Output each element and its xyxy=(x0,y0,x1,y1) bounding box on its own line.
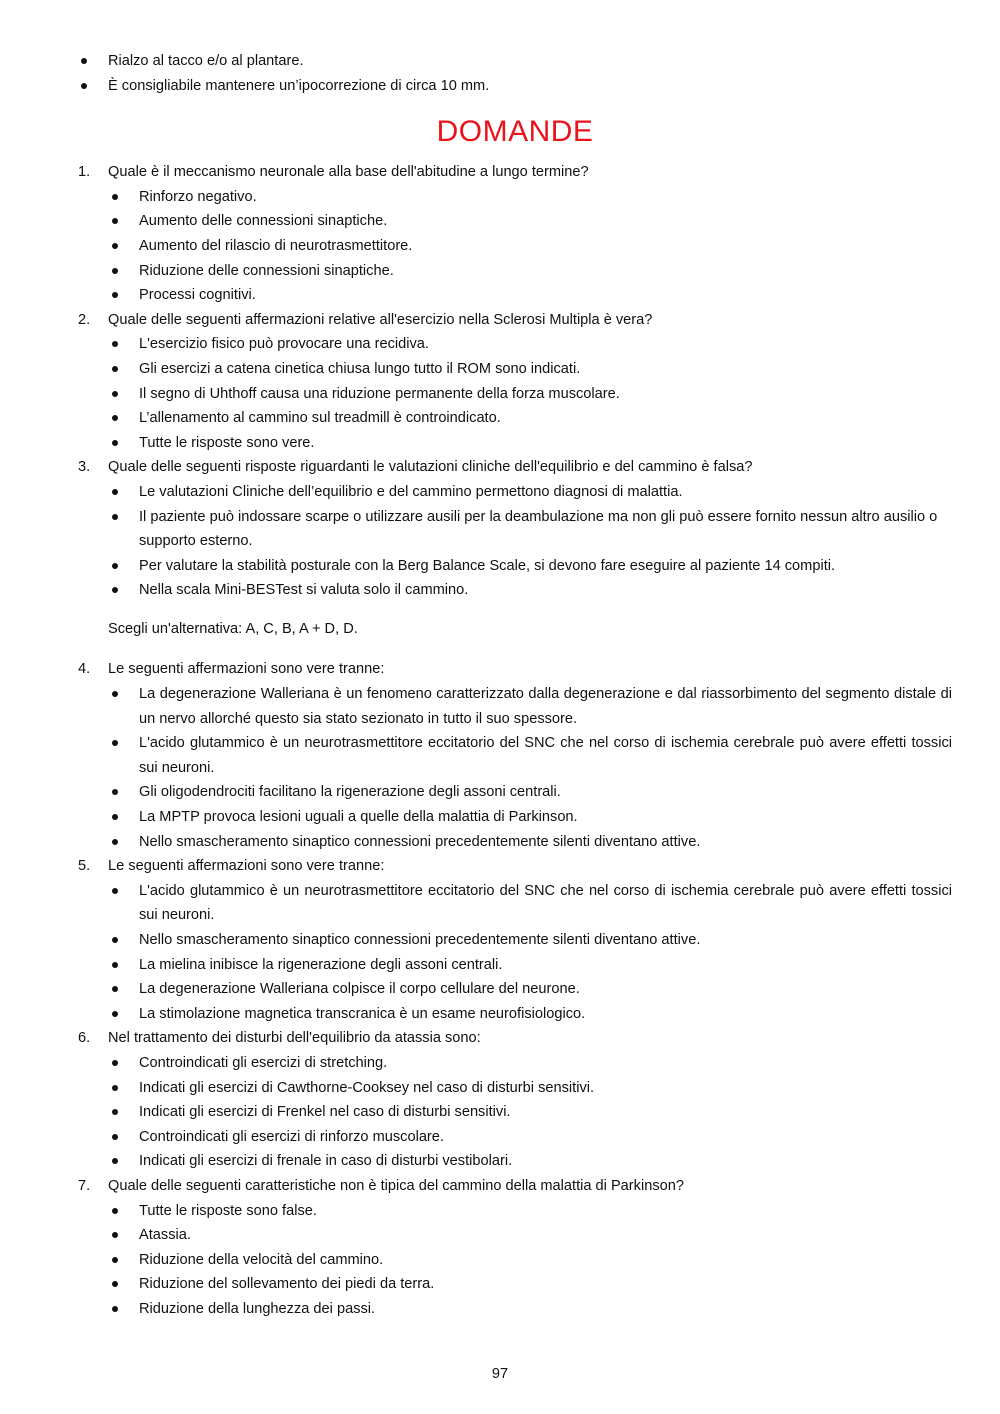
bullet-icon xyxy=(112,1158,118,1164)
question-text: Le seguenti affermazioni sono vere tranne: xyxy=(108,661,385,678)
option-text: Riduzione delle connessioni sinaptiche. xyxy=(139,262,394,279)
option-text: L'acido glutammico è un neurotrasmettitore eccitatorio del SNC che nel corso di ischemia cerebrale può avere effetti tossici sui neuroni. xyxy=(139,735,952,776)
question-1 xyxy=(78,160,952,185)
question-6-options xyxy=(109,1051,952,1174)
question-number: 7. xyxy=(78,1177,91,1194)
option-item xyxy=(109,1076,952,1101)
bullet-icon xyxy=(112,888,118,894)
option-item xyxy=(109,1297,952,1322)
list-item xyxy=(78,49,952,74)
question-number: 4. xyxy=(78,661,91,678)
option-item xyxy=(109,805,952,830)
question-text: Nel trattamento dei disturbi dell'equilibrio da atassia sono: xyxy=(108,1030,481,1047)
bullet-icon xyxy=(112,489,118,495)
option-text: La degenerazione Walleriana colpisce il corpo cellulare del neurone. xyxy=(139,981,580,998)
questions-list xyxy=(78,160,952,1321)
option-text: Nello smascheramento sinaptico connessioni precedentemente silenti diventano attive. xyxy=(139,833,701,850)
bullet-icon xyxy=(112,268,118,274)
option-item xyxy=(109,731,952,780)
option-text: Il paziente può indossare scarpe o utilizzare ausili per la deambulazione ma non gli può essere fornito nessun altro ausilio o supporto esterno. xyxy=(139,508,938,550)
option-item xyxy=(109,480,952,505)
bullet-icon xyxy=(112,937,118,943)
option-item xyxy=(109,406,952,431)
bullet-icon xyxy=(112,962,118,968)
bullet-icon xyxy=(112,814,118,820)
option-text: Tutte le risposte sono vere. xyxy=(139,434,315,451)
option-text: La MPTP provoca lesioni uguali a quelle della malattia di Parkinson. xyxy=(139,809,578,826)
bullet-icon xyxy=(112,1306,118,1312)
option-text: Indicati gli esercizi di Frenkel nel caso di disturbi sensitivi. xyxy=(139,1104,511,1121)
question-number: 2. xyxy=(78,311,91,328)
option-item xyxy=(109,1100,952,1125)
bullet-icon xyxy=(112,1232,118,1238)
list-item-text: È consigliabile mantenere un’ipocorrezione di circa 10 mm. xyxy=(108,77,490,94)
option-item xyxy=(109,953,952,978)
bullet-icon xyxy=(112,1134,118,1140)
option-text: Aumento del rilascio di neurotrasmettitore. xyxy=(139,237,413,254)
question-5 xyxy=(78,854,952,879)
question-text: Quale delle seguenti caratteristiche non è tipica del cammino della malattia di Parkinson? xyxy=(108,1177,684,1194)
option-item xyxy=(109,234,952,259)
bullet-icon xyxy=(112,440,118,446)
option-item xyxy=(109,1149,952,1174)
bullet-icon xyxy=(112,1011,118,1017)
option-text: Processi cognitivi. xyxy=(139,287,256,304)
question-text: Le seguenti affermazioni sono vere tranne: xyxy=(108,858,385,875)
option-item xyxy=(109,1125,952,1150)
option-item xyxy=(109,830,952,855)
option-item xyxy=(109,780,952,805)
option-item xyxy=(109,1051,952,1076)
option-item xyxy=(109,283,952,308)
option-text: Gli esercizi a catena cinetica chiusa lungo tutto il ROM sono indicati. xyxy=(139,360,581,377)
section-title: DOMANDE xyxy=(436,115,594,149)
option-item xyxy=(109,977,952,1002)
question-2-options xyxy=(109,332,952,455)
option-text: Tutte le risposte sono false. xyxy=(139,1202,317,1219)
option-item xyxy=(109,259,952,284)
list-item xyxy=(78,74,952,99)
question-4 xyxy=(78,657,952,682)
option-item xyxy=(109,1002,952,1027)
option-item xyxy=(109,185,952,210)
bullet-icon xyxy=(112,194,118,200)
option-item xyxy=(109,382,952,407)
option-item xyxy=(109,505,952,554)
list-item-text: Rialzo al tacco e/o al plantare. xyxy=(108,53,304,69)
option-item xyxy=(109,332,952,357)
question-number: 5. xyxy=(78,858,91,875)
answer-choices-note: Scegli un'alternativa: A, C, B, A + D, D. xyxy=(108,620,358,637)
bullet-icon xyxy=(112,391,118,397)
question-6 xyxy=(78,1026,952,1051)
option-text: Indicati gli esercizi di frenale in caso di disturbi vestibolari. xyxy=(139,1153,513,1170)
question-3-options xyxy=(109,480,952,603)
option-text: Riduzione della lunghezza dei passi. xyxy=(139,1300,376,1317)
question-text: Quale delle seguenti affermazioni relative all'esercizio nella Sclerosi Multipla è vera? xyxy=(108,311,653,328)
option-text: Atassia. xyxy=(139,1227,191,1244)
option-text: Nella scala Mini-BESTest si valuta solo il cammino. xyxy=(139,582,469,599)
intro-list xyxy=(78,49,952,98)
page-content xyxy=(78,49,952,1322)
option-text: Aumento delle connessioni sinaptiche. xyxy=(139,213,388,230)
option-text: L’allenamento al cammino sul treadmill è controindicato. xyxy=(139,410,501,427)
option-text: Riduzione della velocità del cammino. xyxy=(139,1251,384,1268)
bullet-icon xyxy=(112,415,118,421)
option-text: Il segno di Uhthoff causa una riduzione permanente della forza muscolare. xyxy=(139,385,620,402)
question-number: 1. xyxy=(78,164,91,181)
option-item xyxy=(109,431,952,456)
option-item xyxy=(109,928,952,953)
option-item xyxy=(109,554,952,579)
option-text: L'esercizio fisico può provocare una recidiva. xyxy=(139,336,429,353)
question-number: 3. xyxy=(78,459,91,476)
question-3 xyxy=(78,455,952,480)
question-7 xyxy=(78,1174,952,1199)
bullet-icon xyxy=(112,1257,118,1263)
option-text: Le valutazioni Cliniche dell’equilibrio e del cammino permettono diagnosi di malattia. xyxy=(139,483,683,500)
question-2 xyxy=(78,308,952,333)
bullet-icon xyxy=(112,243,118,249)
question-number: 6. xyxy=(78,1030,91,1047)
bullet-icon xyxy=(112,587,118,593)
option-item xyxy=(109,879,952,928)
bullet-icon xyxy=(112,691,118,697)
option-text: La stimolazione magnetica transcranica è un esame neurofisiologico. xyxy=(139,1005,586,1022)
bullet-icon xyxy=(112,839,118,845)
bullet-icon xyxy=(112,1060,118,1066)
bullet-icon xyxy=(81,58,87,64)
option-text: Controindicati gli esercizi di rinforzo muscolare. xyxy=(139,1128,444,1145)
bullet-icon xyxy=(81,83,87,89)
bullet-icon xyxy=(112,1208,118,1214)
option-text: L'acido glutammico è un neurotrasmettitore eccitatorio del SNC che nel corso di ischemia cerebrale può avere effetti tossici sui neuroni. xyxy=(139,882,952,924)
option-text: La mielina inibisce la rigenerazione degli assoni centrali. xyxy=(139,956,503,973)
option-item xyxy=(109,1248,952,1273)
bullet-icon xyxy=(112,218,118,224)
bullet-icon xyxy=(112,366,118,372)
option-item xyxy=(109,1272,952,1297)
page-number: 97 xyxy=(491,1366,509,1382)
option-text: Rinforzo negativo. xyxy=(139,188,257,205)
bullet-icon xyxy=(112,292,118,298)
bullet-icon xyxy=(112,341,118,347)
bullet-icon xyxy=(112,1281,118,1287)
question-text: Quale è il meccanismo neuronale alla base dell'abitudine a lungo termine? xyxy=(108,164,589,181)
bullet-icon xyxy=(112,789,118,795)
option-item xyxy=(109,1199,952,1224)
question-5-options xyxy=(109,879,952,1027)
option-item xyxy=(109,578,952,603)
bullet-icon xyxy=(112,563,118,569)
question-7-options xyxy=(109,1199,952,1322)
option-text: Nello smascheramento sinaptico connessioni precedentemente silenti diventano attive. xyxy=(139,932,701,948)
question-1-options xyxy=(109,185,952,308)
bullet-icon xyxy=(112,986,118,992)
question-text: Quale delle seguenti risposte riguardanti le valutazioni cliniche dell'equilibrio e del cammino è falsa? xyxy=(108,459,753,476)
option-text: Per valutare la stabilità posturale con la Berg Balance Scale, si devono fare eseguire al paziente 14 compiti. xyxy=(139,557,836,574)
bullet-icon xyxy=(112,1109,118,1115)
bullet-icon xyxy=(112,514,118,520)
option-text: Gli oligodendrociti facilitano la rigenerazione degli assoni centrali. xyxy=(139,784,561,801)
bullet-icon xyxy=(112,1085,118,1091)
option-item xyxy=(109,682,952,731)
option-text: Riduzione del sollevamento dei piedi da terra. xyxy=(139,1276,435,1293)
question-4-options xyxy=(109,682,952,854)
option-item xyxy=(109,1223,952,1248)
option-text: Indicati gli esercizi di Cawthorne-Cooksey nel caso di disturbi sensitivi. xyxy=(139,1079,595,1096)
option-item xyxy=(109,357,952,382)
option-text: Controindicati gli esercizi di stretching. xyxy=(139,1054,388,1071)
option-text: La degenerazione Walleriana è un fenomeno caratterizzato dalla degenerazione e dal riassorbimento del segmento distale di un nervo allorché questo sia stato sezionato in tutto il suo spessore. xyxy=(139,686,952,727)
option-item xyxy=(109,209,952,234)
bullet-icon xyxy=(112,740,118,746)
